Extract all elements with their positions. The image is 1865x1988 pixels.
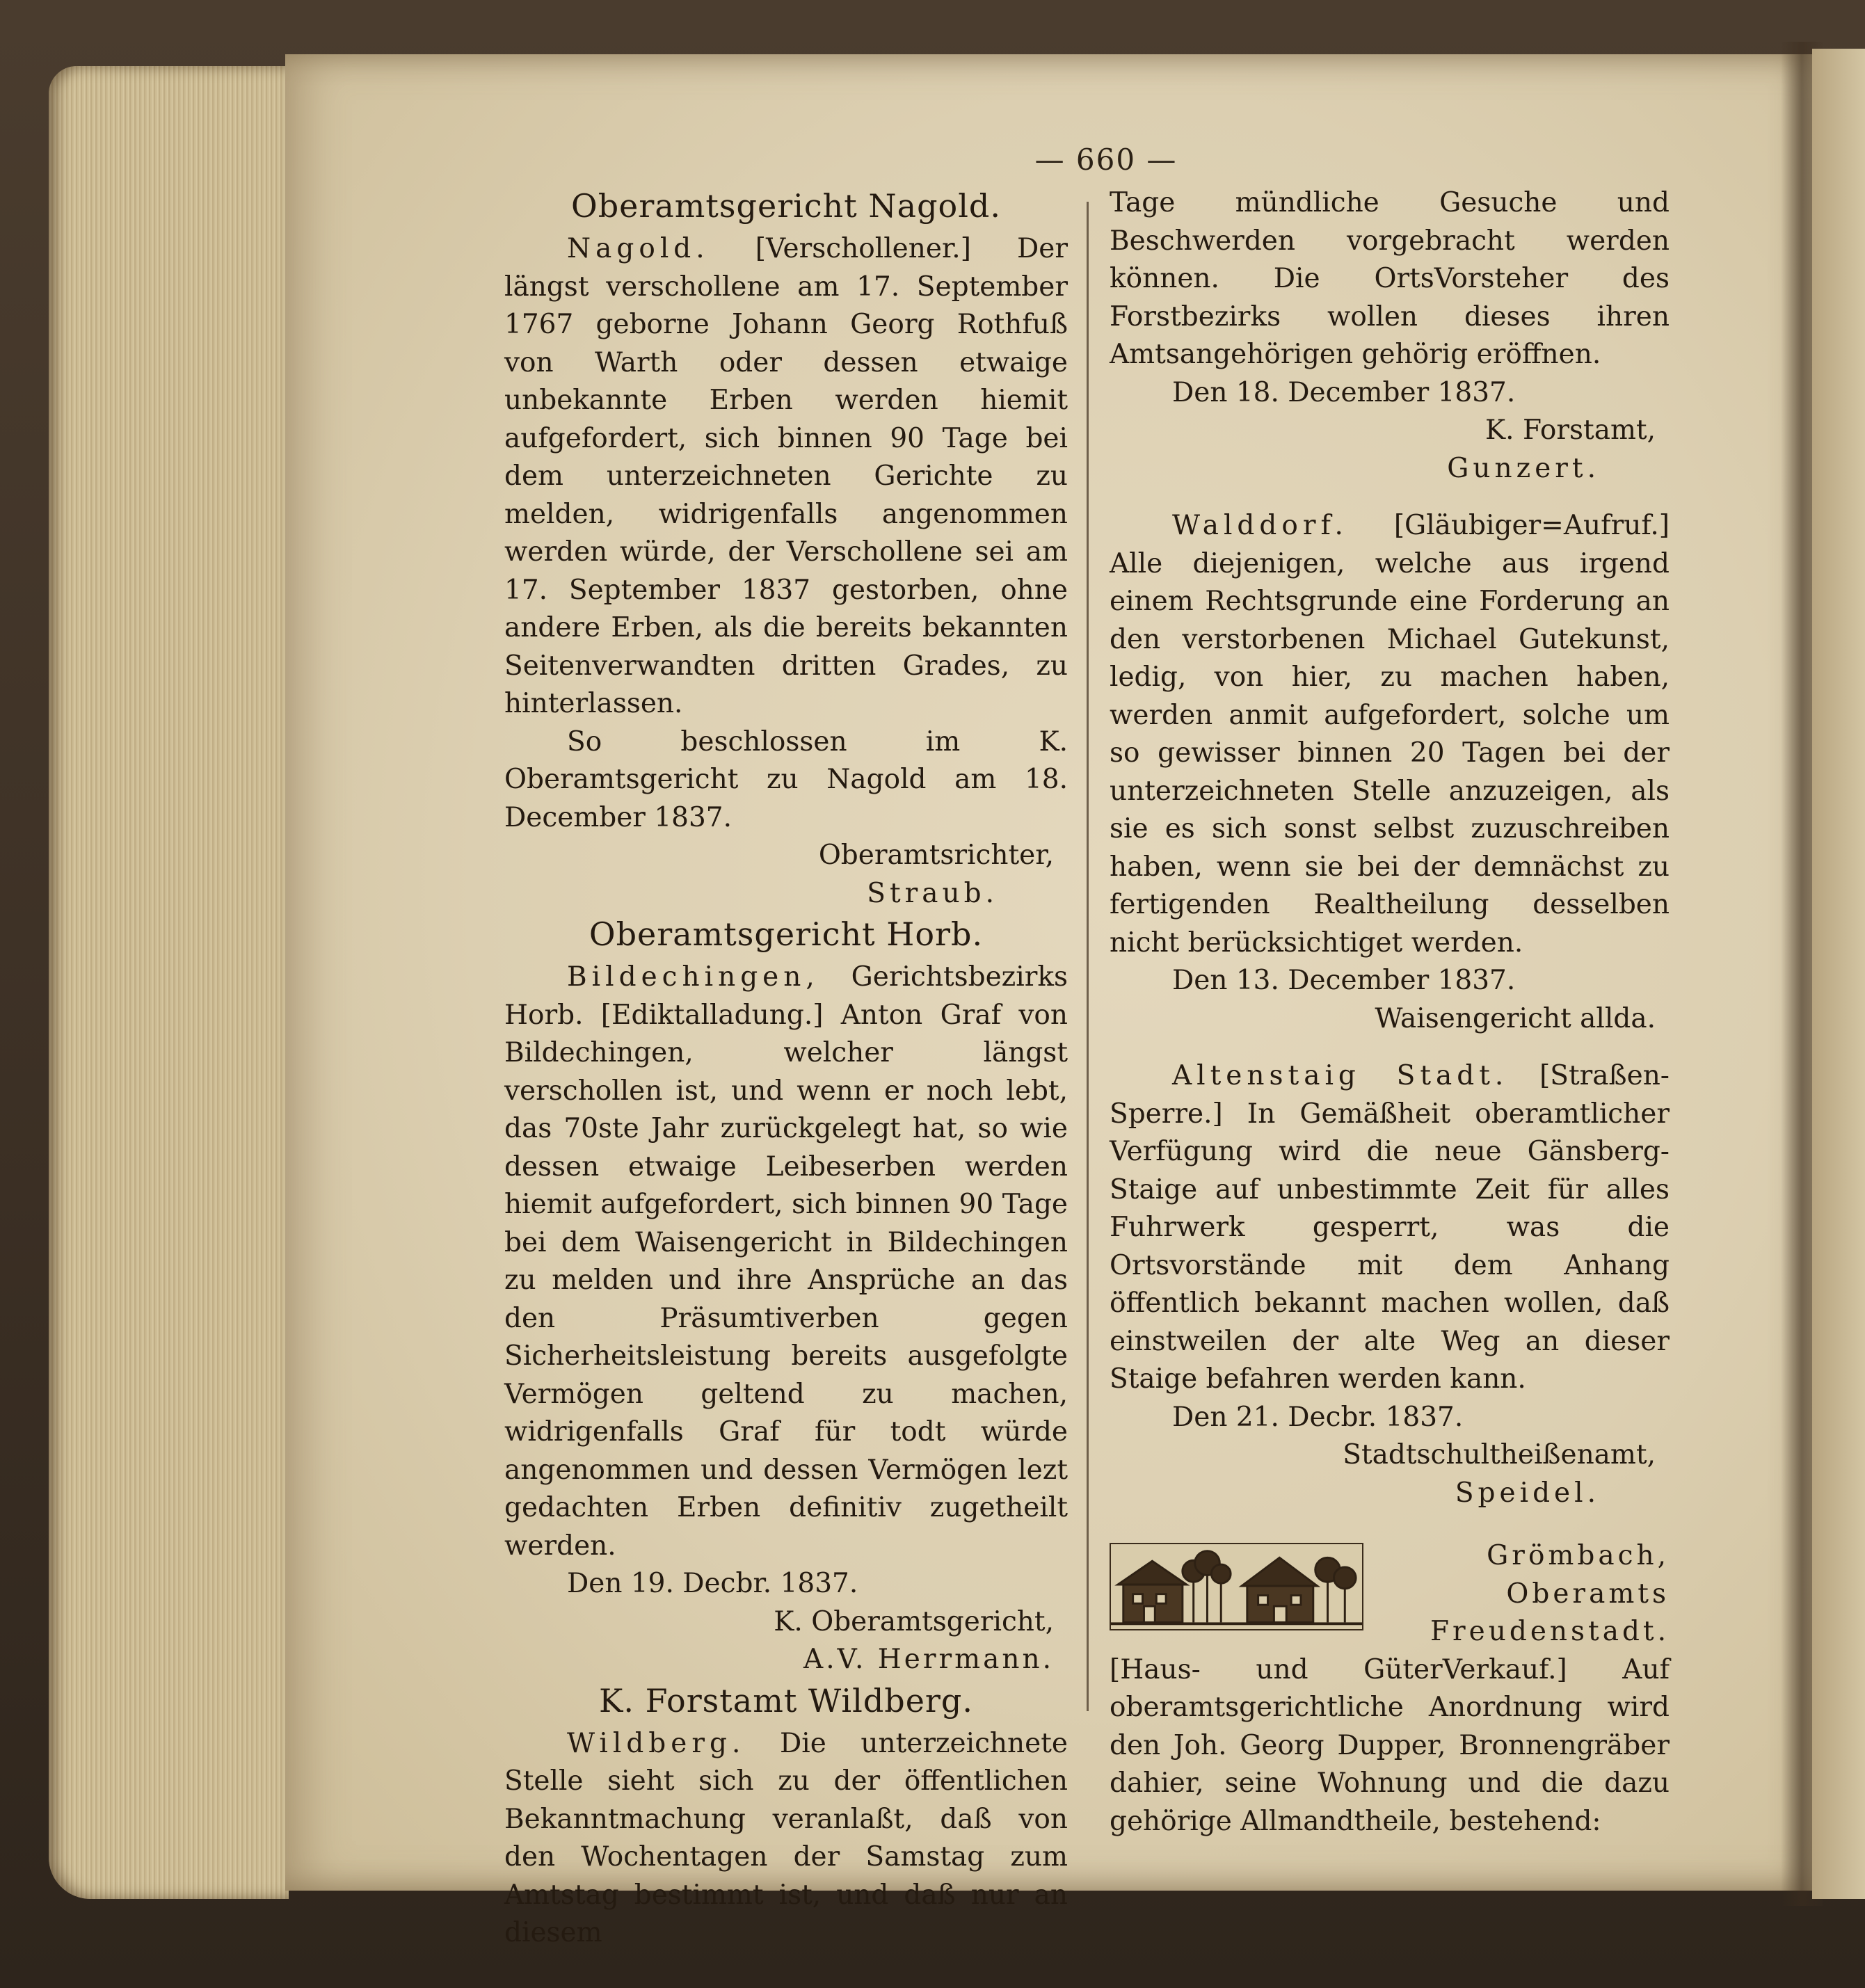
notice-lead: Grömbach, Oberamts Freudenstadt. xyxy=(1430,1540,1670,1647)
notice-body: [Haus- und GüterVerkauf.] Auf oberamtsgerichtliche Anordnung wird den Joh. Georg Dupper, Bronnengräber dahier, seine Wohnung und die dazu gehörige Allmandtheile, bestehend: xyxy=(1110,1653,1670,1837)
notice-paragraph xyxy=(504,959,1068,1565)
signature-name: Speidel. xyxy=(1455,1477,1600,1509)
notice-date: Den 21. Decbr. 1837. xyxy=(1172,1401,1464,1433)
notice-paragraph xyxy=(504,230,1068,723)
spacer xyxy=(1110,1038,1670,1057)
notice-paragraph xyxy=(504,1725,1068,1953)
signature-title: Oberamtsrichter, xyxy=(818,840,1054,871)
signature: Waisengericht allda. xyxy=(1375,1002,1656,1034)
continuation-text: Tage mündliche Gesuche und Beschwerden vorgebracht werden können. Die OrtsVorsteher des Forstbezirks wollen dieses ihren Amtsangehörigen gehörig eröffnen. xyxy=(1110,187,1670,370)
notice-date: Den 18. December 1837. xyxy=(1172,376,1516,408)
notice-paragraph xyxy=(1110,1057,1670,1399)
page-number: — 660 — xyxy=(1034,143,1178,177)
notice-closing: So beschlossen im K. Oberamtsgericht zu Nagold am 18. December 1837. xyxy=(504,726,1068,833)
notice-date: Den 19. Decbr. 1837. xyxy=(567,1568,858,1599)
column-rule xyxy=(1087,202,1089,1711)
signature-name: Gunzert. xyxy=(1447,452,1600,484)
notice-body: Die unterzeichnete Stelle sieht sich zu der öffentlichen Bekanntmachung veranlaßt, daß von den Wochentagen der Samstag zum Amtstag bestimmt ist, und daß nur an diesem xyxy=(504,1727,1068,1948)
facing-page-edge xyxy=(1812,49,1865,1899)
notice-body: [Straßen-Sperre.] In Gemäßheit oberamtlicher Verfügung wird die neue Gänsberg-Staige auf unbestimmte Zeit für alles Fuhrwerk gesperrt, was die Ortsvorstände mit dem Anhang öffentlich bekannt machen wollen, daß einstweilen der alte Weg an dieser Staige befahren werden kann. xyxy=(1110,1060,1670,1395)
signature-name: A.V. Herrmann. xyxy=(803,1644,1054,1675)
woodcut-notice xyxy=(1110,1537,1670,1651)
signature-title: K. Oberamtsgericht, xyxy=(774,1605,1054,1637)
notice-place: Bildechingen, xyxy=(567,961,819,993)
notice-body: Gerichtsbezirks Horb. [Ediktalladung.] Anton Graf von Bildechingen, welcher längst verschollen ist, und wenn er noch lebt, das 70ste Jahr zurückgelegt hat, so wie dessen etwaige Leibeserben werden hiemit aufgefordert, sich binnen 90 Tage bei dem Waisengericht in Bildechingen zu melden und ihre Ansprüche an das den Präsumtiverben gegen Sicherheitsleistung bereits ausgefolgte Vermögen geltend zu machen, widrigenfalls Graf für todt würde angenommen und dessen Vermögen lezt gedachten Erben definitiv zugetheilt werden. xyxy=(504,961,1068,1562)
signature-title: Stadtschultheißenamt, xyxy=(1343,1439,1656,1470)
signature-title: K. Forstamt, xyxy=(1485,415,1656,446)
section-heading: Oberamtsgericht Nagold. xyxy=(571,187,1001,225)
right-column xyxy=(1110,184,1670,1841)
notice-body: [Gläubiger=Aufruf.] Alle diejenigen, welche aus irgend einem Rechtsgrunde eine Forderung an den verstorbenen Michael Gutekunst, ledig, von hier, zu machen haben, werden anmit aufgefordert, solche um so gewisser binnen 20 Tagen bei der unterzeichneten Stelle anzuzeigen, als sie es sich sonst selbst zuzuschreiben haben, wenn sie bei der demnächst zu fertigenden Realtheilung desselben nicht berücksichtiget werden. xyxy=(1110,510,1670,959)
notice-date: Den 13. December 1837. xyxy=(1172,965,1516,996)
left-column xyxy=(504,184,1068,1953)
notice-place: Wildberg. xyxy=(567,1727,746,1759)
notice-place: Altenstaig Stadt. xyxy=(1172,1060,1509,1091)
house-woodcut-image xyxy=(1110,1543,1363,1630)
section-heading: Oberamtsgericht Horb. xyxy=(589,915,984,953)
spacer xyxy=(1110,488,1670,507)
notice-body: [Verschollener.] Der längst verschollene am 17. September 1767 geborne Johann Georg Rothfuß von Warth oder dessen etwaige unbekannte Erben werden hiemit aufgefordert, sich binnen 90 Tage bei dem unterzeichneten Gerichte zu melden, widrigenfalls angenommen werden würde, der Verschollene sei am 17. September 1837 gestorben, ohne andere Erben, als die bereits bekannten Seitenverwandten dritten Grades, zu hinterlassen. xyxy=(504,233,1068,719)
notice-place: Walddorf. xyxy=(1172,510,1348,541)
signature-name: Straub. xyxy=(867,877,998,909)
section-heading: K. Forstamt Wildberg. xyxy=(598,1681,973,1720)
notice-paragraph xyxy=(1110,507,1670,962)
spacer xyxy=(1110,1512,1670,1532)
notice-place: Nagold. xyxy=(567,233,710,264)
page-edges xyxy=(49,66,289,1899)
